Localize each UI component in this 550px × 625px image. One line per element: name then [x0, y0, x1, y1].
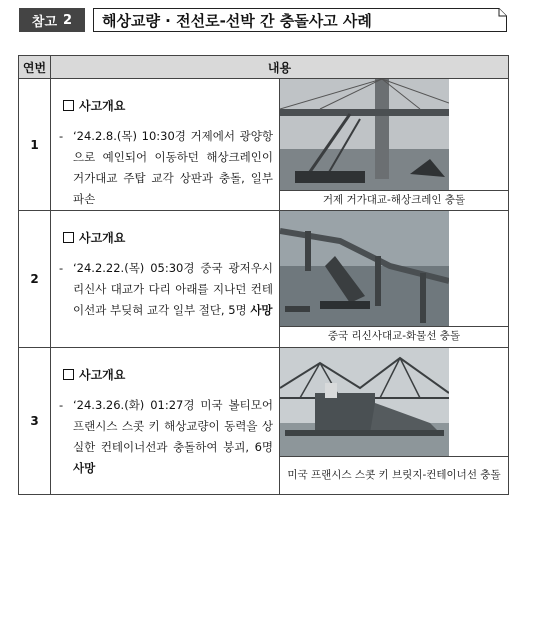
row-content — [51, 211, 280, 348]
overview-label: 사고개요 — [79, 368, 126, 382]
checkbox-square-icon — [63, 100, 74, 111]
checkbox-square-icon — [63, 369, 74, 380]
bullet-dash: - — [59, 398, 64, 412]
badge-number: 2 — [63, 12, 73, 28]
page-title: 해상교량 · 전선로-선박 간 충돌사고 사례 — [102, 11, 372, 30]
photo-caption: 중국 리신사대교-화물선 충돌 — [280, 326, 508, 346]
incident-description — [59, 126, 273, 210]
description-text: ‘24.2.8.(목) 10:30경 거제에서 광양항으로 예인되어 이동하던 해상크레인이 거가대교 주탑 교각 상판과 충돌, 일부 파손 — [73, 129, 273, 206]
overview-heading — [63, 366, 279, 383]
bridge-crane-collision-photo — [280, 79, 449, 190]
overview-label: 사고개요 — [79, 99, 126, 113]
photo-cell — [280, 211, 509, 348]
row-content — [51, 79, 280, 211]
emphasis-text: 사망 — [250, 303, 273, 317]
table-row — [19, 211, 509, 348]
row-content — [51, 348, 280, 495]
badge-word: 참고 — [31, 14, 58, 30]
section-header — [19, 8, 509, 32]
reference-badge — [19, 8, 85, 32]
table-row — [19, 79, 509, 211]
photo-caption: 거제 거가대교-해상크레인 충돌 — [280, 190, 508, 210]
emphasis-text: 사망 — [73, 461, 96, 475]
bullet-dash: - — [59, 261, 64, 275]
bridge-freighter-collision-photo — [280, 211, 449, 326]
description-text: ‘24.3.26.(화) 01:27경 미국 볼티모어 프랜시스 스콧 키 해상교량이 동력을 상실한 컨테이너선과 충돌하여 붕괴, 6명 — [73, 398, 273, 454]
overview-heading — [63, 229, 279, 246]
overview-label: 사고개요 — [79, 231, 126, 245]
row-number: 2 — [19, 211, 51, 348]
incident-description — [59, 395, 273, 479]
header-number: 연번 — [19, 56, 51, 79]
photo-cell — [280, 348, 509, 495]
photo-caption: 미국 프랜시스 스콧 키 브릿지-컨테이너선 충돌 — [280, 456, 508, 493]
description-text: ‘24.2.22.(목) 05:30경 중국 광저우시 리신사 대교가 다리 아래를 지나던 컨테이선과 부딪혀 교각 일부 절단, 5명 — [73, 261, 273, 317]
overview-heading — [63, 97, 279, 114]
table-header-row — [19, 56, 509, 79]
table-row — [19, 348, 509, 495]
row-number: 1 — [19, 79, 51, 211]
photo-cell — [280, 79, 509, 211]
bullet-dash: - — [59, 129, 64, 143]
incident-description — [59, 258, 273, 321]
incident-table — [18, 55, 509, 495]
header-content: 내용 — [51, 56, 509, 79]
checkbox-square-icon — [63, 232, 74, 243]
title-box — [93, 8, 497, 32]
bridge-collapse-photo — [280, 348, 449, 456]
folded-corner-icon — [489, 8, 507, 32]
row-number: 3 — [19, 348, 51, 495]
